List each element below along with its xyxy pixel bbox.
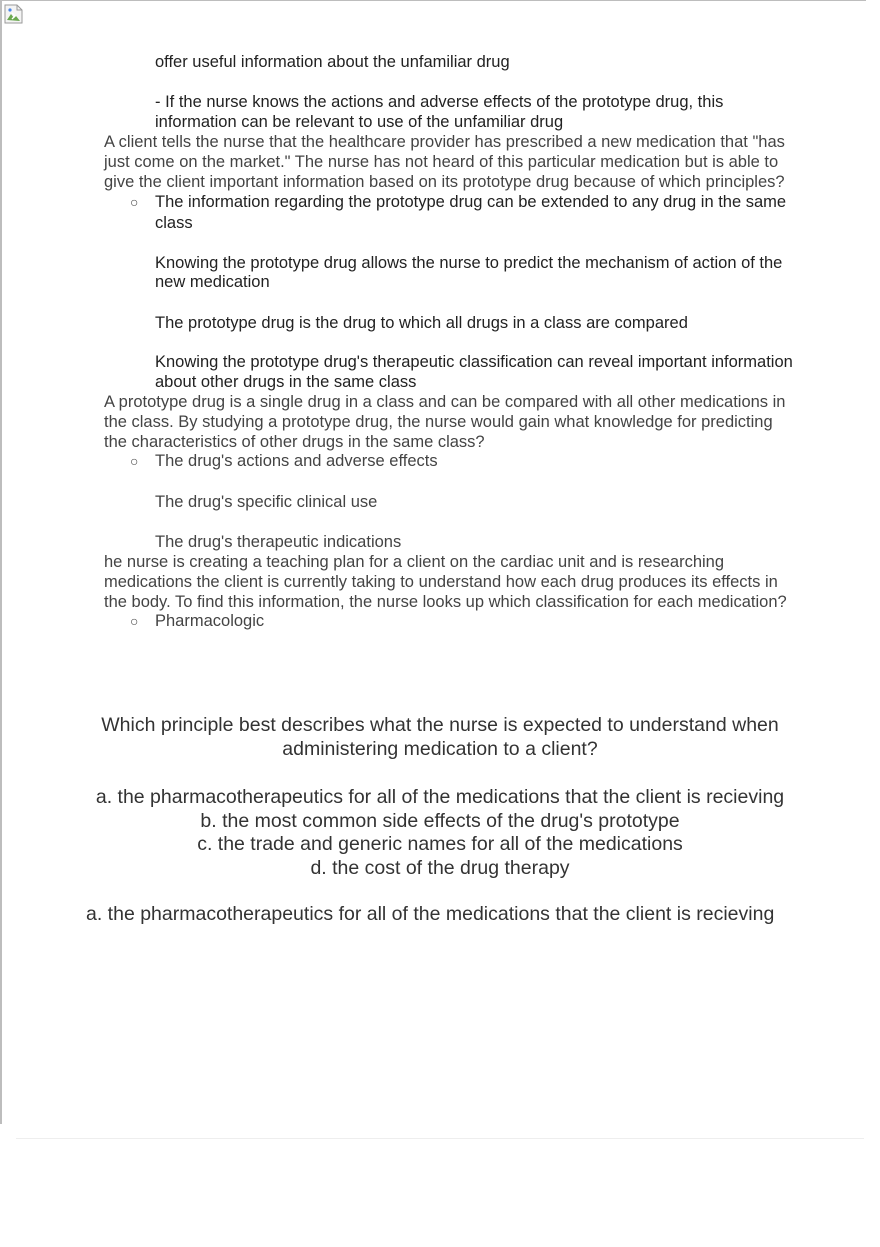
question-1-option: The information regarding the prototype drug can be extended to any drug in the same [155, 193, 787, 211]
bullet-icon: ○ [130, 194, 139, 210]
question-1-option: about other drugs in the same class [155, 373, 417, 391]
question-2-option: The drug's specific clinical use [155, 493, 378, 511]
bullet-icon: ○ [130, 613, 139, 629]
question-2-line: the class. By studying a prototype drug, the nurse would gain what knowledge for predicting [104, 413, 773, 431]
question-2-option: The drug's therapeutic indications [155, 533, 402, 551]
question-1-option: Knowing the prototype drug allows the nurse to predict the mechanism of action of the [155, 254, 783, 272]
question-3-line: the body. To find this information, the nurse looks up which classification for each medication? [104, 593, 787, 611]
continuation-line: offer useful information about the unfamiliar drug [155, 53, 510, 71]
question-2-option: The drug's actions and adverse effects [155, 452, 438, 470]
question-1-line: just come on the market." The nurse has not heard of this particular medication but is able to [104, 153, 779, 171]
question-1-option: class [155, 214, 193, 232]
page-bottom-divider [16, 1138, 864, 1139]
question-1-option: Knowing the prototype drug's therapeutic classification can reveal important information [155, 353, 793, 371]
question-1-line: A client tells the nurse that the healthcare provider has prescribed a new medication that "has [104, 133, 785, 151]
question-4-choice: d. the cost of the drug therapy [310, 857, 570, 879]
question-3-line: he nurse is creating a teaching plan for a client on the cardiac unit and is researching [104, 553, 725, 571]
question-2-line: A prototype drug is a single drug in a class and can be compared with all other medications in [104, 393, 786, 411]
question-4-choice: c. the trade and generic names for all of the medications [197, 833, 683, 855]
question-1-option: new medication [155, 273, 270, 291]
rationale-line: information can be relevant to use of the unfamiliar drug [155, 113, 564, 131]
rationale-line: - If the nurse knows the actions and adverse effects of the prototype drug, this [155, 93, 724, 111]
question-4-line: Which principle best describes what the nurse is expected to understand when [101, 714, 779, 736]
question-4-answer: a. the pharmacotherapeutics for all of the medications that the client is recieving [86, 903, 775, 925]
question-1-option: The prototype drug is the drug to which all drugs in a class are compared [155, 314, 688, 332]
question-2-line: the characteristics of other drugs in the same class? [104, 433, 485, 451]
broken-image-icon [3, 3, 25, 25]
question-4-choice: a. the pharmacotherapeutics for all of the medications that the client is recieving [95, 786, 785, 808]
question-4-line: administering medication to a client? [282, 738, 598, 760]
bullet-icon: ○ [130, 453, 139, 469]
question-1-line: give the client important information based on its prototype drug because of which principles? [104, 173, 785, 191]
question-4-choice: b. the most common side effects of the drug's prototype [200, 810, 680, 832]
question-3-line: medications the client is currently taking to understand how each drug produces its effects in [104, 573, 778, 591]
question-3-option: Pharmacologic [155, 612, 265, 630]
